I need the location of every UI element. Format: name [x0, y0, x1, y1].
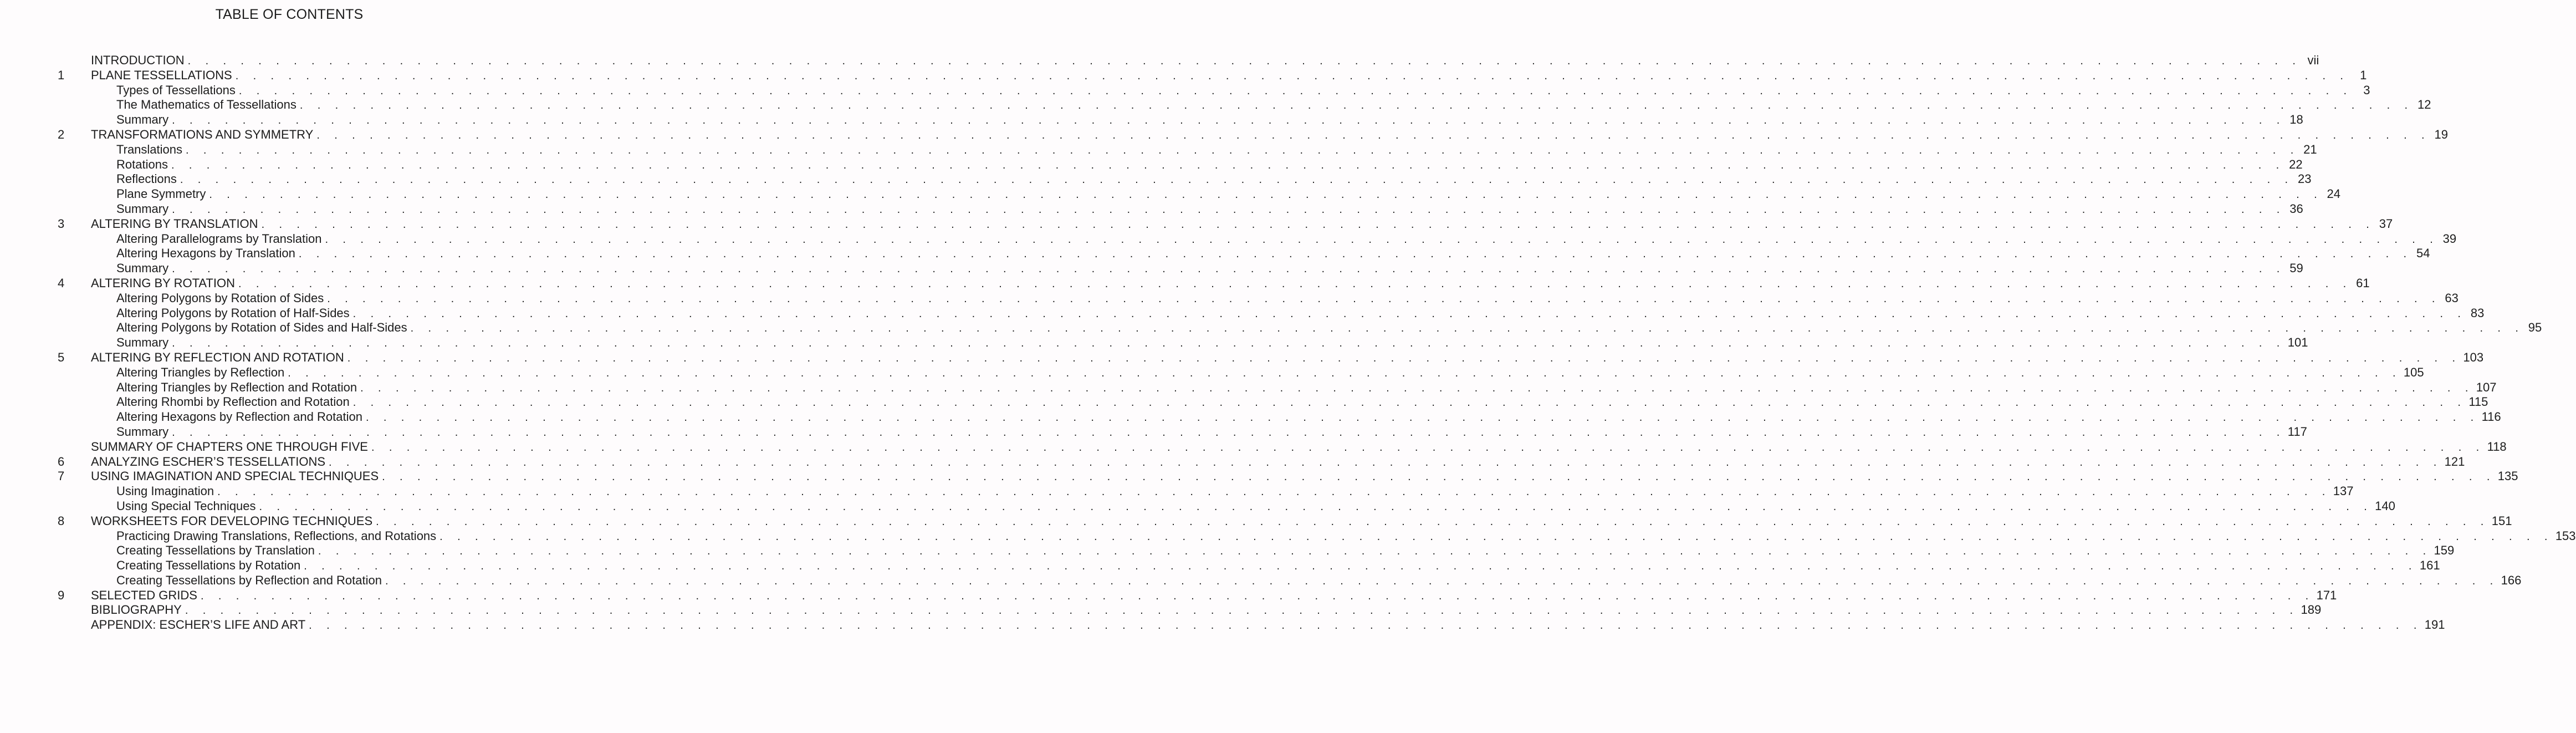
toc-entry[interactable] — [91, 618, 2445, 633]
toc-entry[interactable] — [116, 142, 2317, 158]
entry-title: Altering Hexagons by Reflection and Rotation — [116, 410, 362, 424]
toc-entry[interactable] — [91, 469, 2518, 485]
page-number: 18 — [2289, 113, 2303, 127]
entry-title: INTRODUCTION — [91, 53, 185, 67]
page-number: 153 — [2555, 528, 2576, 543]
toc-row — [0, 573, 2522, 588]
dot-leader: . . . . . . . . . . . . . . . . . . . . . . . . . . . . . . . . . . . . . . . . . . . . . . . . . . . . . . . . . . . . . . . . . . . . . . . . . . . . . . . . . . . . . . . . . . . . . . . . . . . . . . . . . . . . . . . . . . . . . . . . — [172, 337, 2286, 350]
toc-row — [0, 98, 2431, 113]
toc-row — [0, 410, 2501, 425]
toc-row — [0, 603, 2322, 618]
dot-leader: . . . . . . . . . . . . . . . . . . . . . . . . . . . . . . . . . . . . . . . . . . . . . . . . . . . . . . . . . . . . . . . . . . . . . . . . . . . . . . . . . . . . . . . . . . . . . . . . . . . . . . . . . . . . . . . . . . . . . . . . — [238, 84, 2353, 97]
entry-title: ALTERING BY REFLECTION AND ROTATION — [91, 350, 344, 364]
entry-title: Altering Hexagons by Translation — [116, 246, 295, 261]
toc-entry[interactable] — [116, 558, 2440, 574]
toc-row — [0, 484, 2354, 499]
entry-title: Practicing Drawing Translations, Reflections, and Rotations — [116, 528, 437, 543]
toc-row — [0, 543, 2455, 558]
toc-entry[interactable] — [91, 276, 2370, 292]
toc-row — [0, 246, 2430, 261]
dot-leader: . . . . . . . . . . . . . . . . . . . . . . . . . . . . . . . . . . . . . . . . . . . . . . . . . . . . . . . . . . . . . . . . . . . . . . . . . . . . . . . . . . . . . . . . . . . . . . . . . . . . . . . . . . . . . . . . . . . . . . . . — [238, 277, 2352, 290]
page-number: 54 — [2416, 246, 2430, 261]
toc-entry[interactable] — [116, 498, 2395, 515]
toc-entry[interactable] — [91, 127, 2448, 143]
toc-row — [0, 276, 2370, 291]
dot-leader: . . . . . . . . . . . . . . . . . . . . . . . . . . . . . . . . . . . . . . . . . . . . . . . . . . . . . . . . . . . . . . . . . . . . . . . . . . . . . . . . . . . . . . . . . . . . . . . . . . . . . . . . . . . . . . . . . . . . . . . . — [325, 233, 2439, 246]
toc-entry[interactable] — [116, 424, 2307, 440]
toc-row — [0, 350, 2484, 365]
toc-row — [0, 320, 2542, 335]
toc-entry[interactable] — [91, 350, 2484, 366]
dot-leader: . . . . . . . . . . . . . . . . . . . . . . . . . . . . . . . . . . . . . . . . . . . . . . . . . . . . . . . . . . . . . . . . . . . . . . . . . . . . . . . . . . . . . . . . . . . . . . . . . . . . . . . . . . . . . . . . . . . . . . . . — [200, 589, 2314, 602]
chapter-number: 8 — [58, 513, 65, 528]
dot-leader: . . . . . . . . . . . . . . . . . . . . . . . . . . . . . . . . . . . . . . . . . . . . . . . . . . . . . . . . . . . . . . . . . . . . . . . . . . . . . . . . . . . . . . . . . . . . . . . . . . . . . . . . . . . . . . . . . . . . . . . . — [439, 530, 2553, 543]
toc-row — [0, 558, 2440, 573]
page-number: 140 — [2375, 498, 2395, 513]
toc-entry[interactable] — [91, 603, 2322, 618]
dot-leader: . . . . . . . . . . . . . . . . . . . . . . . . . . . . . . . . . . . . . . . . . . . . . . . . . . . . . . . . . . . . . . . . . . . . . . . . . . . . . . . . . . . . . . . . . . . . . . . . . . . . . . . . . . . . . . . . . . . . . . . . — [365, 411, 2480, 424]
page-number: 59 — [2289, 261, 2303, 276]
toc-entry[interactable] — [116, 113, 2303, 128]
page-number: 12 — [2417, 98, 2431, 112]
toc-row — [0, 335, 2308, 350]
toc-row — [0, 395, 2488, 410]
entry-title: Summary — [116, 201, 169, 216]
toc-row — [0, 469, 2518, 484]
entry-title: Altering Polygons by Rotation of Half-Sides — [116, 306, 350, 320]
toc-entry[interactable] — [91, 439, 2507, 455]
dot-leader: . . . . . . . . . . . . . . . . . . . . . . . . . . . . . . . . . . . . . . . . . . . . . . . . . . . . . . . . . . . . . . . . . . . . . . . . . . . . . . . . . . . . . . . . . . . . . . . . . . . . . . . . . . . . . . . . . . . . . . . . — [172, 263, 2286, 276]
chapter-number: 5 — [58, 350, 65, 364]
toc-row — [0, 231, 2457, 247]
toc-row — [0, 528, 2576, 544]
chapter-number: 1 — [58, 68, 65, 82]
entry-title: Summary — [116, 424, 169, 439]
toc-row — [0, 306, 2485, 321]
toc-row — [0, 513, 2512, 529]
entry-title: Altering Rhombi by Reflection and Rotation — [116, 395, 350, 409]
toc-row — [0, 380, 2497, 395]
toc-entry[interactable] — [91, 68, 2367, 84]
dot-leader: . . . . . . . . . . . . . . . . . . . . . . . . . . . . . . . . . . . . . . . . . . . . . . . . . . . . . . . . . . . . . . . . . . . . . . . . . . . . . . . . . . . . . . . . . . . . . . . . . . . . . . . . . . . . . . . . . . . . . . . . — [180, 174, 2294, 186]
entry-title: Creating Tessellations by Rotation — [116, 558, 301, 573]
toc-row — [0, 53, 2319, 68]
page-number: 115 — [2468, 395, 2488, 409]
entry-title: Using Special Techniques — [116, 498, 256, 513]
toc-entry[interactable] — [116, 380, 2497, 396]
page-number: 118 — [2487, 439, 2507, 454]
page-title: TABLE OF CONTENTS — [215, 7, 364, 22]
dot-leader: . . . . . . . . . . . . . . . . . . . . . . . . . . . . . . . . . . . . . . . . . . . . . . . . . . . . . . . . . . . . . . . . . . . . . . . . . . . . . . . . . . . . . . . . . . . . . . . . . . . . . . . . . . . . . . . . . . . . . . . . — [187, 55, 2302, 67]
dot-leader: . . . . . . . . . . . . . . . . . . . . . . . . . . . . . . . . . . . . . . . . . . . . . . . . . . . . . . . . . . . . . . . . . . . . . . . . . . . . . . . . . . . . . . . . . . . . . . . . . . . . . . . . . . . . . . . . . . . . . . . . — [360, 381, 2474, 394]
entry-title: BIBLIOGRAPHY — [91, 603, 182, 617]
entry-title: ALTERING BY TRANSLATION — [91, 216, 258, 231]
toc-entry[interactable] — [116, 291, 2459, 307]
toc-row — [0, 291, 2459, 306]
table-of-contents — [0, 53, 2576, 633]
toc-entry[interactable] — [116, 306, 2485, 322]
toc-row — [0, 365, 2424, 380]
entry-title: Creating Tessellations by Translation — [116, 543, 315, 558]
toc-row — [0, 216, 2393, 232]
toc-row — [0, 142, 2317, 157]
toc-entry[interactable] — [91, 588, 2337, 604]
dot-leader: . . . . . . . . . . . . . . . . . . . . . . . . . . . . . . . . . . . . . . . . . . . . . . . . . . . . . . . . . . . . . . . . . . . . . . . . . . . . . . . . . . . . . . . . . . . . . . . . . . . . . . . . . . . . . . . . . . . . . . . . — [352, 396, 2467, 409]
toc-row — [0, 187, 2341, 202]
page-number: 159 — [2434, 543, 2455, 558]
entry-title: Plane Symmetry — [116, 187, 206, 201]
toc-entry[interactable] — [116, 395, 2488, 410]
page-number: 151 — [2491, 513, 2512, 528]
dot-leader: . . . . . . . . . . . . . . . . . . . . . . . . . . . . . . . . . . . . . . . . . . . . . . . . . . . . . . . . . . . . . . . . . . . . . . . . . . . . . . . . . . . . . . . . . . . . . . . . . . . . . . . . . . . . . . . . . . . . . . . . — [329, 456, 2442, 469]
dot-leader: . . . . . . . . . . . . . . . . . . . . . . . . . . . . . . . . . . . . . . . . . . . . . . . . . . . . . . . . . . . . . . . . . . . . . . . . . . . . . . . . . . . . . . . . . . . . . . . . . . . . . . . . . . . . . . . . . . . . . . . . — [382, 471, 2496, 483]
entry-title: SELECTED GRIDS — [91, 588, 197, 602]
entry-title: USING IMAGINATION AND SPECIAL TECHNIQUES — [91, 469, 379, 483]
entry-title: Summary — [116, 113, 169, 127]
page-number: 135 — [2497, 469, 2518, 483]
page-number: 63 — [2445, 291, 2459, 305]
page-number: 107 — [2476, 380, 2497, 394]
toc-entry[interactable] — [116, 261, 2303, 277]
toc-row — [0, 439, 2507, 455]
toc-entry[interactable] — [116, 320, 2542, 336]
dot-leader: . . . . . . . . . . . . . . . . . . . . . . . . . . . . . . . . . . . . . . . . . . . . . . . . . . . . . . . . . . . . . . . . . . . . . . . . . . . . . . . . . . . . . . . . . . . . . . . . . . . . . . . . . . . . . . . . . . . . . . . . — [309, 619, 2422, 632]
toc-entry[interactable] — [116, 528, 2576, 544]
entry-title: PLANE TESSELLATIONS — [91, 68, 232, 82]
chapter-number: 7 — [58, 469, 65, 483]
toc-row — [0, 113, 2303, 128]
entry-title: WORKSHEETS FOR DEVELOPING TECHNIQUES — [91, 513, 373, 528]
toc-entry[interactable] — [91, 216, 2393, 232]
dot-leader: . . . . . . . . . . . . . . . . . . . . . . . . . . . . . . . . . . . . . . . . . . . . . . . . . . . . . . . . . . . . . . . . . . . . . . . . . . . . . . . . . . . . . . . . . . . . . . . . . . . . . . . . . . . . . . . . . . . . . . . . — [261, 218, 2375, 231]
entry-title: Summary — [116, 335, 169, 350]
dot-leader: . . . . . . . . . . . . . . . . . . . . . . . . . . . . . . . . . . . . . . . . . . . . . . . . . . . . . . . . . . . . . . . . . . . . . . . . . . . . . . . . . . . . . . . . . . . . . . . . . . . . . . . . . . . . . . . . . . . . . . . . — [259, 500, 2373, 513]
page-number: 105 — [2403, 365, 2424, 379]
toc-row — [0, 83, 2370, 98]
entry-title: ALTERING BY ROTATION — [91, 276, 235, 290]
dot-leader: . . . . . . . . . . . . . . . . . . . . . . . . . . . . . . . . . . . . . . . . . . . . . . . . . . . . . . . . . . . . . . . . . . . . . . . . . . . . . . . . . . . . . . . . . . . . . . . . . . . . . . . . . . . . . . . . . . . . . . . . — [172, 426, 2286, 439]
dot-leader: . . . . . . . . . . . . . . . . . . . . . . . . . . . . . . . . . . . . . . . . . . . . . . . . . . . . . . . . . . . . . . . . . . . . . . . . . . . . . . . . . . . . . . . . . . . . . . . . . . . . . . . . . . . . . . . . . . . . . . . . — [371, 441, 2485, 454]
toc-row — [0, 261, 2303, 276]
page-number: 19 — [2434, 127, 2448, 141]
dot-leader: . . . . . . . . . . . . . . . . . . . . . . . . . . . . . . . . . . . . . . . . . . . . . . . . . . . . . . . . . . . . . . . . . . . . . . . . . . . . . . . . . . . . . . . . . . . . . . . . . . . . . . . . . . . . . . . . . . . . . . . . — [347, 352, 2461, 364]
toc-entry[interactable] — [116, 187, 2341, 202]
toc-entry[interactable] — [116, 201, 2303, 217]
entry-title: SUMMARY OF CHAPTERS ONE THROUGH FIVE — [91, 439, 368, 454]
page-number: 61 — [2356, 276, 2370, 290]
toc-row — [0, 454, 2465, 470]
dot-leader: . . . . . . . . . . . . . . . . . . . . . . . . . . . . . . . . . . . . . . . . . . . . . . . . . . . . . . . . . . . . . . . . . . . . . . . . . . . . . . . . . . . . . . . . . . . . . . . . . . . . . . . . . . . . . . . . . . . . . . . . — [185, 604, 2299, 617]
toc-row — [0, 424, 2307, 440]
chapter-number: 9 — [58, 588, 65, 602]
page-number: 191 — [2424, 618, 2445, 632]
page-number: 37 — [2379, 216, 2393, 231]
toc-row — [0, 498, 2395, 514]
page-number: 117 — [2287, 424, 2307, 439]
dot-leader: . . . . . . . . . . . . . . . . . . . . . . . . . . . . . . . . . . . . . . . . . . . . . . . . . . . . . . . . . . . . . . . . . . . . . . . . . . . . . . . . . . . . . . . . . . . . . . . . . . . . . . . . . . . . . . . . . . . . . . . . — [209, 189, 2323, 201]
entry-title: Reflections — [116, 172, 177, 186]
dot-leader: . . . . . . . . . . . . . . . . . . . . . . . . . . . . . . . . . . . . . . . . . . . . . . . . . . . . . . . . . . . . . . . . . . . . . . . . . . . . . . . . . . . . . . . . . . . . . . . . . . . . . . . . . . . . . . . . . . . . . . . . — [235, 69, 2349, 82]
toc-entry[interactable] — [116, 484, 2354, 500]
entry-title: TRANSFORMATIONS AND SYMMETRY — [91, 127, 314, 141]
dot-leader: . . . . . . . . . . . . . . . . . . . . . . . . . . . . . . . . . . . . . . . . . . . . . . . . . . . . . . . . . . . . . . . . . . . . . . . . . . . . . . . . . . . . . . . . . . . . . . . . . . . . . . . . . . . . . . . . . . . . . . . . — [172, 203, 2286, 216]
dot-leader: . . . . . . . . . . . . . . . . . . . . . . . . . . . . . . . . . . . . . . . . . . . . . . . . . . . . . . . . . . . . . . . . . . . . . . . . . . . . . . . . . . . . . . . . . . . . . . . . . . . . . . . . . . . . . . . . . . . . . . . . — [316, 129, 2430, 141]
toc-entry[interactable] — [116, 543, 2455, 559]
page-number: 3 — [2363, 83, 2370, 97]
entry-title: Altering Polygons by Rotation of Sides — [116, 291, 324, 305]
entry-title: Altering Triangles by Reflection and Rotation — [116, 380, 357, 394]
entry-title: The Mathematics of Tessellations — [116, 98, 297, 112]
chapter-number: 3 — [58, 216, 65, 231]
entry-title: Altering Parallelograms by Translation — [116, 231, 322, 246]
dot-leader: . . . . . . . . . . . . . . . . . . . . . . . . . . . . . . . . . . . . . . . . . . . . . . . . . . . . . . . . . . . . . . . . . . . . . . . . . . . . . . . . . . . . . . . . . . . . . . . . . . . . . . . . . . . . . . . . . . . . . . . . — [318, 545, 2432, 558]
toc-row — [0, 68, 2367, 83]
toc-entry[interactable] — [116, 246, 2430, 262]
toc-entry[interactable] — [116, 410, 2501, 425]
toc-row — [0, 172, 2312, 187]
toc-entry[interactable] — [116, 335, 2308, 351]
page-number: 116 — [2481, 410, 2501, 424]
dot-leader: . . . . . . . . . . . . . . . . . . . . . . . . . . . . . . . . . . . . . . . . . . . . . . . . . . . . . . . . . . . . . . . . . . . . . . . . . . . . . . . . . . . . . . . . . . . . . . . . . . . . . . . . . . . . . . . . . . . . . . . . — [186, 144, 2299, 156]
entry-title: Summary — [116, 261, 169, 276]
page-number: 137 — [2333, 484, 2354, 498]
page-number: 83 — [2470, 306, 2485, 320]
dot-leader: . . . . . . . . . . . . . . . . . . . . . . . . . . . . . . . . . . . . . . . . . . . . . . . . . . . . . . . . . . . . . . . . . . . . . . . . . . . . . . . . . . . . . . . . . . . . . . . . . . . . . . . . . . . . . . . . . . . . . . . . — [327, 292, 2441, 305]
dot-leader: . . . . . . . . . . . . . . . . . . . . . . . . . . . . . . . . . . . . . . . . . . . . . . . . . . . . . . . . . . . . . . . . . . . . . . . . . . . . . . . . . . . . . . . . . . . . . . . . . . . . . . . . . . . . . . . . . . . . . . . . — [217, 486, 2331, 498]
toc-row — [0, 201, 2303, 217]
dot-leader: . . . . . . . . . . . . . . . . . . . . . . . . . . . . . . . . . . . . . . . . . . . . . . . . . . . . . . . . . . . . . . . . . . . . . . . . . . . . . . . . . . . . . . . . . . . . . . . . . . . . . . . . . . . . . . . . . . . . . . . . — [299, 99, 2414, 112]
page-number: 171 — [2316, 588, 2337, 602]
entry-title: Altering Polygons by Rotation of Sides and Half-Sides — [116, 320, 407, 335]
toc-entry[interactable] — [91, 513, 2512, 530]
dot-leader: . . . . . . . . . . . . . . . . . . . . . . . . . . . . . . . . . . . . . . . . . . . . . . . . . . . . . . . . . . . . . . . . . . . . . . . . . . . . . . . . . . . . . . . . . . . . . . . . . . . . . . . . . . . . . . . . . . . . . . . . — [298, 248, 2413, 261]
toc-row — [0, 588, 2337, 603]
toc-entry[interactable] — [116, 172, 2312, 187]
page-number: 24 — [2327, 187, 2341, 201]
dot-leader: . . . . . . . . . . . . . . . . . . . . . . . . . . . . . . . . . . . . . . . . . . . . . . . . . . . . . . . . . . . . . . . . . . . . . . . . . . . . . . . . . . . . . . . . . . . . . . . . . . . . . . . . . . . . . . . . . . . . . . . . — [172, 114, 2286, 127]
page-number: 39 — [2442, 231, 2457, 246]
toc-entry[interactable] — [116, 157, 2303, 173]
dot-leader: . . . . . . . . . . . . . . . . . . . . . . . . . . . . . . . . . . . . . . . . . . . . . . . . . . . . . . . . . . . . . . . . . . . . . . . . . . . . . . . . . . . . . . . . . . . . . . . . . . . . . . . . . . . . . . . . . . . . . . . . — [171, 159, 2285, 171]
page-number: 166 — [2501, 573, 2522, 587]
entry-title: ANALYZING ESCHER’S TESSELLATIONS — [91, 454, 326, 469]
toc-entry[interactable] — [116, 83, 2370, 99]
toc-entry[interactable] — [116, 365, 2424, 381]
page-number: 36 — [2289, 201, 2303, 216]
page-number: vii — [2307, 53, 2319, 67]
entry-title: Rotations — [116, 157, 168, 171]
toc-entry[interactable] — [116, 98, 2431, 113]
dot-leader: . . . . . . . . . . . . . . . . . . . . . . . . . . . . . . . . . . . . . . . . . . . . . . . . . . . . . . . . . . . . . . . . . . . . . . . . . . . . . . . . . . . . . . . . . . . . . . . . . . . . . . . . . . . . . . . . . . . . . . . . — [288, 366, 2401, 379]
toc-row — [0, 127, 2448, 142]
entry-title: Altering Triangles by Reflection — [116, 365, 285, 379]
page-number: 189 — [2301, 603, 2322, 617]
page-number: 23 — [2298, 172, 2312, 186]
page-number: 21 — [2303, 142, 2317, 156]
chapter-number: 6 — [58, 454, 65, 469]
page-number: 103 — [2463, 350, 2484, 364]
toc-entry[interactable] — [116, 573, 2522, 589]
page-number: 22 — [2289, 157, 2303, 171]
toc-row — [0, 618, 2445, 633]
toc-entry[interactable] — [91, 454, 2465, 470]
dot-leader: . . . . . . . . . . . . . . . . . . . . . . . . . . . . . . . . . . . . . . . . . . . . . . . . . . . . . . . . . . . . . . . . . . . . . . . . . . . . . . . . . . . . . . . . . . . . . . . . . . . . . . . . . . . . . . . . . . . . . . . . — [304, 560, 2417, 573]
page-number: 1 — [2360, 68, 2367, 82]
dot-leader: . . . . . . . . . . . . . . . . . . . . . . . . . . . . . . . . . . . . . . . . . . . . . . . . . . . . . . . . . . . . . . . . . . . . . . . . . . . . . . . . . . . . . . . . . . . . . . . . . . . . . . . . . . . . . . . . . . . . . . . . — [376, 515, 2490, 528]
chapter-number: 2 — [58, 127, 65, 141]
entry-title: Types of Tessellations — [116, 83, 236, 97]
entry-title: Using Imagination — [116, 484, 214, 498]
page-number: 101 — [2287, 335, 2308, 350]
dot-leader: . . . . . . . . . . . . . . . . . . . . . . . . . . . . . . . . . . . . . . . . . . . . . . . . . . . . . . . . . . . . . . . . . . . . . . . . . . . . . . . . . . . . . . . . . . . . . . . . . . . . . . . . . . . . . . . . . . . . . . . . — [352, 307, 2467, 320]
entry-title: Translations — [116, 142, 183, 156]
dot-leader: . . . . . . . . . . . . . . . . . . . . . . . . . . . . . . . . . . . . . . . . . . . . . . . . . . . . . . . . . . . . . . . . . . . . . . . . . . . . . . . . . . . . . . . . . . . . . . . . . . . . . . . . . . . . . . . . . . . . . . . . — [385, 574, 2499, 587]
toc-entry[interactable] — [116, 231, 2457, 247]
page-number: 95 — [2528, 320, 2542, 335]
chapter-number: 4 — [58, 276, 65, 290]
toc-row — [0, 157, 2303, 172]
entry-title: APPENDIX: ESCHER’S LIFE AND ART — [91, 618, 306, 632]
page-number: 161 — [2419, 558, 2440, 573]
toc-entry[interactable] — [91, 53, 2319, 69]
page-number: 121 — [2444, 454, 2465, 469]
dot-leader: . . . . . . . . . . . . . . . . . . . . . . . . . . . . . . . . . . . . . . . . . . . . . . . . . . . . . . . . . . . . . . . . . . . . . . . . . . . . . . . . . . . . . . . . . . . . . . . . . . . . . . . . . . . . . . . . . . . . . . . . — [410, 322, 2524, 335]
entry-title: Creating Tessellations by Reflection and Rotation — [116, 573, 382, 587]
